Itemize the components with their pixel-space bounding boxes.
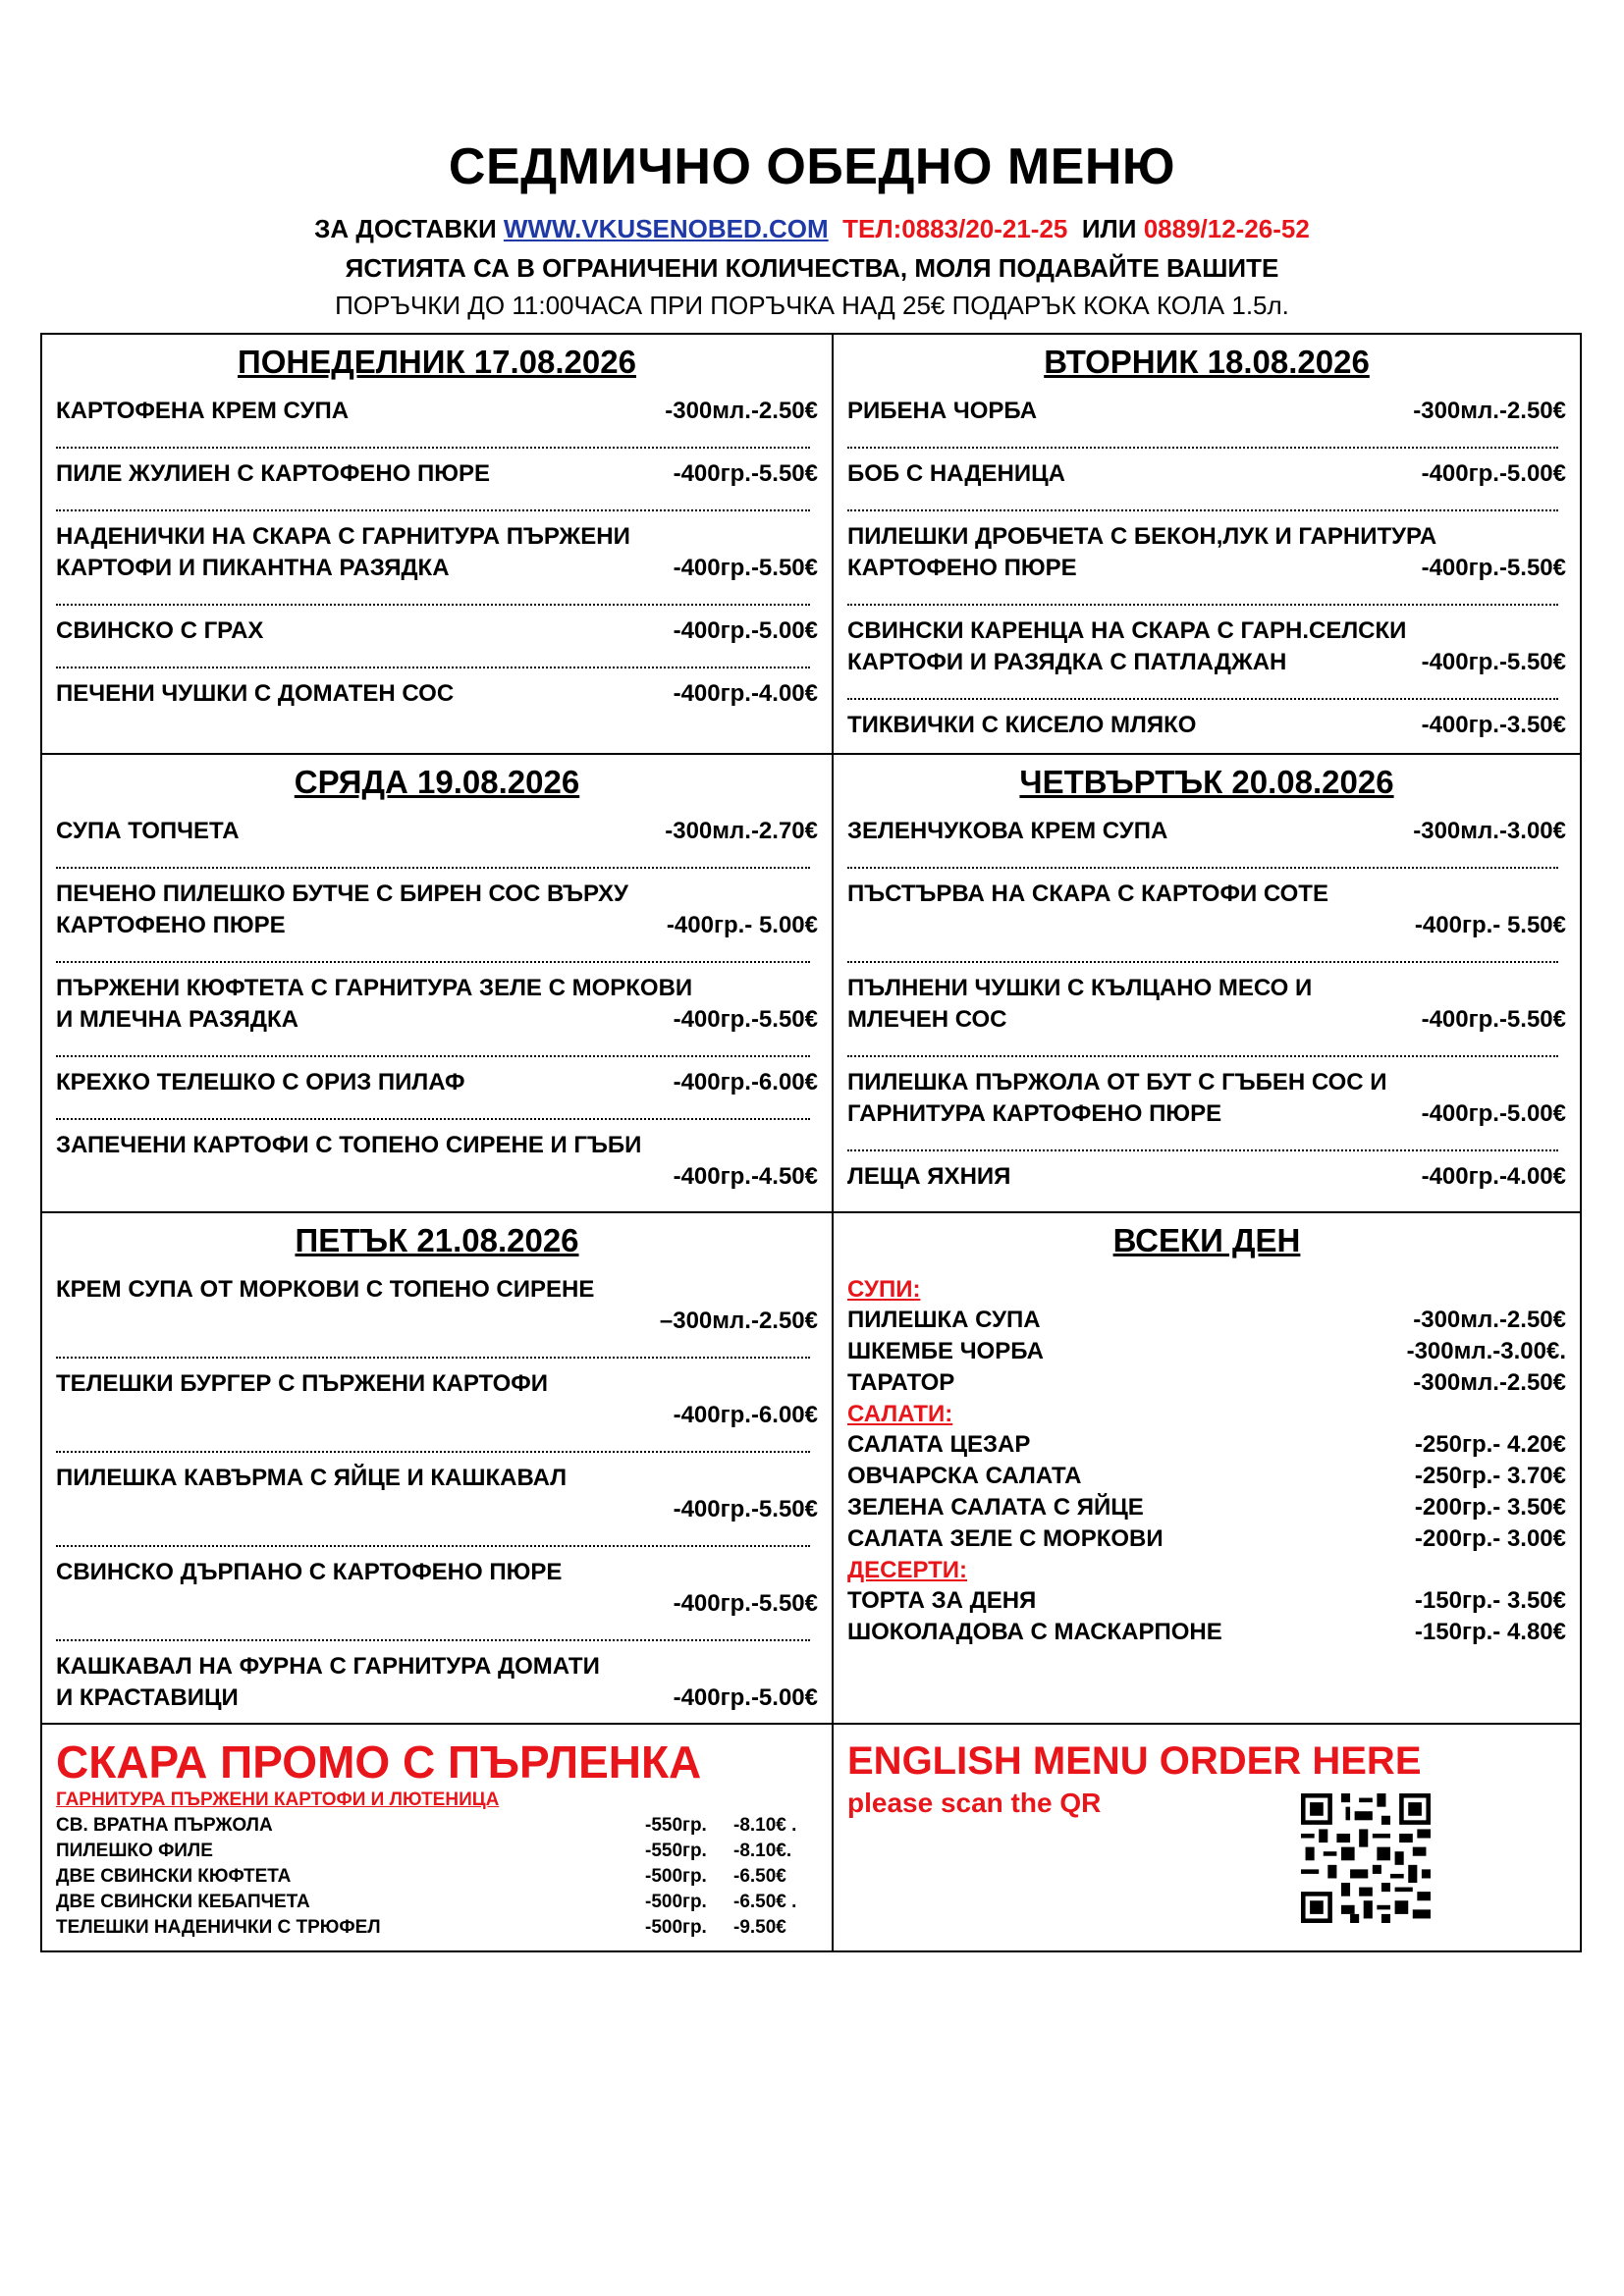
menu-item-price: -400гр.-4.50€ bbox=[673, 1163, 818, 1190]
menu-item-name: ГАРНИТУРА КАРТОФЕНО ПЮРЕ bbox=[847, 1100, 1222, 1127]
day-wednesday bbox=[42, 755, 832, 1195]
every-day-item bbox=[847, 1523, 1566, 1555]
menu-item-line bbox=[847, 1098, 1566, 1130]
menu-item bbox=[847, 396, 1566, 427]
every-day-item-name: ШОКОЛАДОВА С МАСКАРПОНЕ bbox=[847, 1619, 1222, 1645]
every-day-item bbox=[847, 1429, 1566, 1461]
menu-item-line bbox=[847, 1161, 1566, 1193]
menu-item-line bbox=[56, 1004, 818, 1036]
every-day-item-price: -250гр.- 4.20€ bbox=[1414, 1431, 1566, 1458]
menu-item-name: КАРТОФЕНА КРЕМ СУПА bbox=[56, 398, 350, 424]
menu-item-price: -400гр.- 5.00€ bbox=[666, 912, 818, 938]
every-day-item-name: ЗЕЛЕНА САЛАТА С ЯЙЦЕ bbox=[847, 1494, 1144, 1521]
every-day-item-name: САЛАТА ЗЕЛЕ С МОРКОВИ bbox=[847, 1525, 1164, 1552]
menu-item bbox=[56, 615, 818, 647]
menu-item-name: СУПА ТОПЧЕТА bbox=[56, 818, 240, 844]
menu-item-line bbox=[847, 816, 1566, 847]
english-menu-title: ENGLISH MENU ORDER HERE bbox=[847, 1739, 1422, 1783]
promo-title: СКАРА ПРОМО С ПЪРЛЕНКА bbox=[56, 1736, 702, 1788]
every-day-section bbox=[834, 1213, 1580, 1648]
menu-item-price: -300мл.-2.70€ bbox=[665, 818, 818, 844]
menu-item bbox=[847, 615, 1566, 678]
every-day-item-price: -200гр.- 3.50€ bbox=[1414, 1494, 1566, 1521]
menu-item-name: КАРТОФИ И РАЗЯДКА С ПАТЛАДЖАН bbox=[847, 649, 1287, 675]
promo-item-price: -8.10€ . bbox=[733, 1815, 797, 1836]
menu-item bbox=[847, 1067, 1566, 1130]
menu-item-line bbox=[56, 615, 818, 647]
menu-item bbox=[56, 1274, 818, 1337]
menu-item-line bbox=[847, 553, 1566, 584]
menu-item-name: ПЪСТЪРВА НА СКАРА С КАРТОФИ СОТЕ bbox=[847, 881, 1328, 907]
menu-item-price: -300мл.-3.00€ bbox=[1413, 818, 1566, 844]
menu-item-price: -400гр.-5.00€ bbox=[1421, 460, 1566, 487]
promo-item-weight: -500гр. bbox=[645, 1892, 707, 1912]
or-label: ИЛИ bbox=[1081, 214, 1137, 243]
day-items bbox=[56, 1274, 818, 1714]
menu-item-price: -300мл.-2.50€ bbox=[1413, 398, 1566, 424]
menu-item-line bbox=[847, 458, 1566, 490]
promo-item-weight: -500гр. bbox=[645, 1917, 707, 1938]
menu-item-name: РИБЕНА ЧОРБА bbox=[847, 398, 1038, 424]
menu-item-price: –300мл.-2.50€ bbox=[659, 1308, 818, 1334]
menu-item-name: ЗЕЛЕНЧУКОВА КРЕМ СУПА bbox=[847, 818, 1168, 844]
promo-item-weight: -550гр. bbox=[645, 1841, 707, 1861]
section-heading: СУПИ: bbox=[847, 1276, 921, 1303]
menu-item-name: ПИЛЕШКА ПЪРЖОЛА ОТ БУТ С ГЪБЕН СОС И bbox=[847, 1069, 1387, 1095]
dotted-separator bbox=[56, 1622, 810, 1641]
promo-item-price: -8.10€. bbox=[733, 1841, 792, 1861]
phone-1[interactable]: ТЕЛ:0883/20-21-25 bbox=[842, 214, 1068, 243]
menu-item bbox=[56, 678, 818, 710]
day-items bbox=[56, 396, 818, 710]
menu-item-price: -400гр.-3.50€ bbox=[1421, 712, 1566, 738]
every-day-item bbox=[847, 1305, 1566, 1336]
menu-item-price: -400гр.-5.50€ bbox=[673, 1590, 818, 1617]
phone-2[interactable]: 0889/12-26-52 bbox=[1143, 214, 1310, 243]
qr-code-icon[interactable] bbox=[1301, 1793, 1431, 1923]
every-day-item-name: ОВЧАРСКА САЛАТА bbox=[847, 1463, 1082, 1489]
day-title: СРЯДА 19.08.2026 bbox=[294, 764, 580, 800]
menu-item bbox=[847, 710, 1566, 741]
day-title: ПОНЕДЕЛНИК 17.08.2026 bbox=[238, 344, 636, 380]
every-day-item bbox=[847, 1585, 1566, 1617]
dotted-separator bbox=[847, 492, 1558, 511]
promo-item bbox=[56, 1813, 818, 1839]
promo-section bbox=[42, 1725, 832, 1941]
menu-item-price: -400гр.-5.50€ bbox=[673, 460, 818, 487]
menu-item-name: ПИЛЕ ЖУЛИЕН С КАРТОФЕНО ПЮРЕ bbox=[56, 460, 490, 487]
menu-item bbox=[56, 396, 818, 427]
page-title: СЕДМИЧНО ОБЕДНО МЕНЮ bbox=[448, 138, 1176, 195]
every-day-list bbox=[847, 1274, 1566, 1648]
menu-item-name: КРЕМ СУПА ОТ МОРКОВИ С ТОПЕНО СИРЕНЕ bbox=[56, 1276, 595, 1303]
dotted-separator bbox=[847, 943, 1558, 963]
promo-item-weight: -500гр. bbox=[645, 1866, 707, 1887]
menu-item-price: -400гр.-5.50€ bbox=[673, 1006, 818, 1033]
menu-item bbox=[847, 1161, 1566, 1193]
promo-item bbox=[56, 1890, 818, 1915]
english-menu-section bbox=[834, 1725, 1580, 1819]
promo-item bbox=[56, 1839, 818, 1864]
menu-item-price: -400гр.-5.00€ bbox=[1421, 1100, 1566, 1127]
day-items bbox=[847, 396, 1566, 741]
menu-item-name: КРЕХКО ТЕЛЕШКО С ОРИЗ ПИЛАФ bbox=[56, 1069, 465, 1095]
menu-item-line bbox=[56, 1682, 818, 1714]
menu-item-name: ТИКВИЧКИ С КИСЕЛО МЛЯКО bbox=[847, 712, 1197, 738]
dotted-separator bbox=[56, 1038, 810, 1057]
dotted-separator bbox=[56, 1100, 810, 1120]
menu-item-name: ПЪРЖЕНИ КЮФТЕТА С ГАРНИТУРА ЗЕЛЕ С МОРКОВИ bbox=[56, 975, 693, 1001]
every-day-item-price: -150гр.- 4.80€ bbox=[1414, 1619, 1566, 1645]
menu-item-price: -400гр.-6.00€ bbox=[673, 1402, 818, 1428]
menu-item bbox=[56, 1463, 818, 1525]
every-day-title: ВСЕКИ ДЕН bbox=[1112, 1222, 1301, 1258]
menu-item-name: КАРТОФЕНО ПЮРЕ bbox=[847, 555, 1077, 581]
promo-item-name: ДВЕ СВИНСКИ КЮФТЕТА bbox=[56, 1866, 292, 1887]
every-day-item bbox=[847, 1367, 1566, 1399]
promo-item bbox=[56, 1864, 818, 1890]
menu-item-name: ЛЕЩА ЯХНИЯ bbox=[847, 1163, 1011, 1190]
promo-item-weight: -550гр. bbox=[645, 1815, 707, 1836]
menu-item-name: СВИНСКИ КАРЕНЦА НА СКАРА С ГАРН.СЕЛСКИ bbox=[847, 617, 1407, 644]
menu-item-name: КАШКАВАЛ НА ФУРНА С ГАРНИТУРА ДОМАТИ bbox=[56, 1653, 600, 1680]
menu-item-line bbox=[56, 678, 818, 710]
delivery-label: ЗА ДОСТАВКИ bbox=[314, 214, 497, 243]
menu-item bbox=[56, 879, 818, 941]
menu-item bbox=[847, 973, 1566, 1036]
day-friday bbox=[42, 1213, 832, 1716]
dotted-separator bbox=[56, 429, 810, 449]
order-deadline-line: ПОРЪЧКИ ДО 11:00ЧАСА ПРИ ПОРЪЧКА НАД 25€ ПОДАРЪК КОКА КОЛА 1.5л. bbox=[335, 291, 1289, 320]
menu-item bbox=[56, 1067, 818, 1098]
menu-item-price: -300мл.-2.50€ bbox=[665, 398, 818, 424]
dotted-separator bbox=[56, 492, 810, 511]
menu-item-price: -400гр.-5.50€ bbox=[1421, 555, 1566, 581]
dotted-separator bbox=[56, 1527, 810, 1547]
menu-item bbox=[847, 521, 1566, 584]
menu-item bbox=[56, 1368, 818, 1431]
menu-item-name: КАРТОФИ И ПИКАНТНА РАЗЯДКА bbox=[56, 555, 450, 581]
day-tuesday bbox=[834, 335, 1580, 743]
every-day-item-name: ПИЛЕШКА СУПА bbox=[847, 1307, 1041, 1333]
menu-item bbox=[847, 816, 1566, 847]
promo-item-name: ТЕЛЕШКИ НАДЕНИЧКИ С ТРЮФЕЛ bbox=[56, 1917, 381, 1938]
every-day-item-price: -300мл.-3.00€. bbox=[1406, 1338, 1566, 1364]
promo-item-name: СВ. ВРАТНА ПЪРЖОЛА bbox=[56, 1815, 273, 1836]
promo-item-name: ДВЕ СВИНСКИ КЕБАПЧЕТА bbox=[56, 1892, 310, 1912]
every-day-item bbox=[847, 1617, 1566, 1648]
dotted-separator bbox=[56, 586, 810, 606]
menu-item bbox=[56, 816, 818, 847]
day-title: ЧЕТВЪРТЪК 20.08.2026 bbox=[1019, 764, 1394, 800]
menu-item-line bbox=[847, 647, 1566, 678]
promo-item bbox=[56, 1915, 818, 1941]
menu-item bbox=[56, 1130, 818, 1193]
day-monday bbox=[42, 335, 832, 712]
day-items bbox=[56, 816, 818, 1193]
menu-item-price: -400гр.-5.00€ bbox=[673, 617, 818, 644]
menu-item-name: СВИНСКО С ГРАХ bbox=[56, 617, 264, 644]
menu-item bbox=[56, 1557, 818, 1620]
day-items bbox=[847, 816, 1566, 1193]
every-day-item-price: -300мл.-2.50€ bbox=[1413, 1307, 1566, 1333]
section-heading: САЛАТИ: bbox=[847, 1401, 953, 1427]
promo-item-price: -9.50€ bbox=[733, 1917, 786, 1938]
menu-grid bbox=[40, 333, 1582, 1952]
menu-item-line bbox=[847, 1004, 1566, 1036]
every-day-item-price: -150гр.- 3.50€ bbox=[1414, 1587, 1566, 1614]
dotted-separator bbox=[847, 1038, 1558, 1057]
menu-item-name: ПЕЧЕНИ ЧУШКИ С ДОМАТЕН СОС bbox=[56, 680, 455, 707]
every-day-item-price: -300мл.-2.50€ bbox=[1413, 1369, 1566, 1396]
website-link[interactable]: WWW.VKUSENOBED.COM bbox=[503, 214, 829, 243]
menu-item-name: МЛЕЧЕН СОС bbox=[847, 1006, 1007, 1033]
notice-line: ЯСТИЯТА СА В ОГРАНИЧЕНИ КОЛИЧЕСТВА, МОЛЯ ПОДАВАЙТЕ ВАШИТЕ bbox=[345, 253, 1279, 283]
menu-item-line bbox=[56, 816, 818, 847]
menu-item bbox=[56, 973, 818, 1036]
every-day-item-price: -200гр.- 3.00€ bbox=[1414, 1525, 1566, 1552]
promo-item-name: ПИЛЕШКО ФИЛЕ bbox=[56, 1841, 213, 1861]
menu-item bbox=[56, 1651, 818, 1714]
menu-item-price: -400гр.-5.50€ bbox=[1421, 1006, 1566, 1033]
menu-item-name: СВИНСКО ДЪРПАНО С КАРТОФЕНО ПЮРЕ bbox=[56, 1559, 563, 1585]
menu-item-name: ЗАПЕЧЕНИ КАРТОФИ С ТОПЕНО СИРЕНЕ И ГЪБИ bbox=[56, 1132, 642, 1158]
menu-item-price: -400гр.-5.50€ bbox=[673, 555, 818, 581]
menu-item-line bbox=[56, 910, 818, 941]
every-day-item-name: ТАРАТОР bbox=[847, 1369, 955, 1396]
menu-item-name: И КРАСТАВИЦИ bbox=[56, 1684, 239, 1711]
menu-item-line bbox=[847, 710, 1566, 741]
day-title: ВТОРНИК 18.08.2026 bbox=[1044, 344, 1370, 380]
menu-item-price: -400гр.-6.00€ bbox=[673, 1069, 818, 1095]
every-day-item-price: -250гр.- 3.70€ bbox=[1414, 1463, 1566, 1489]
dotted-separator bbox=[56, 1339, 810, 1359]
section-heading: ДЕСЕРТИ: bbox=[847, 1557, 968, 1583]
menu-item-line bbox=[56, 553, 818, 584]
delivery-line bbox=[0, 214, 1624, 244]
menu-item-price: -400гр.- 5.50€ bbox=[1414, 912, 1566, 938]
promo-list bbox=[56, 1813, 818, 1941]
dotted-separator bbox=[56, 1433, 810, 1453]
menu-item-name: ПЪЛНЕНИ ЧУШКИ С КЪЛЦАНО МЕСО И bbox=[847, 975, 1313, 1001]
menu-item-name: КАРТОФЕНО ПЮРЕ bbox=[56, 912, 286, 938]
menu-item-price: -400гр.-4.00€ bbox=[1421, 1163, 1566, 1190]
every-day-item bbox=[847, 1336, 1566, 1367]
menu-item-name: ПИЛЕШКА КАВЪРМА С ЯЙЦЕ И КАШКАВАЛ bbox=[56, 1465, 568, 1491]
menu-item-name: ТЕЛЕШКИ БУРГЕР С ПЪРЖЕНИ КАРТОФИ bbox=[56, 1370, 548, 1397]
menu-item-name: ПЕЧЕНО ПИЛЕШКО БУТЧЕ С БИРЕН СОС ВЪРХУ bbox=[56, 881, 628, 907]
dotted-separator bbox=[56, 649, 810, 668]
menu-item-price: -400гр.-5.00€ bbox=[673, 1684, 818, 1711]
english-menu-subtitle: please scan the QR bbox=[847, 1788, 1102, 1818]
promo-item-price: -6.50€ bbox=[733, 1866, 786, 1887]
dotted-separator bbox=[56, 849, 810, 869]
every-day-item-name: ТОРТА ЗА ДЕНЯ bbox=[847, 1587, 1037, 1614]
menu-item-price: -400гр.-4.00€ bbox=[673, 680, 818, 707]
menu-item bbox=[847, 879, 1566, 941]
dotted-separator bbox=[847, 680, 1558, 700]
dotted-separator bbox=[56, 943, 810, 963]
promo-item-price: -6.50€ . bbox=[733, 1892, 797, 1912]
day-thursday bbox=[834, 755, 1580, 1195]
every-day-item bbox=[847, 1461, 1566, 1492]
menu-item-line bbox=[56, 396, 818, 427]
day-title: ПЕТЪК 21.08.2026 bbox=[295, 1222, 579, 1258]
dotted-separator bbox=[847, 849, 1558, 869]
every-day-item-name: САЛАТА ЦЕЗАР bbox=[847, 1431, 1031, 1458]
dotted-separator bbox=[847, 586, 1558, 606]
dotted-separator bbox=[847, 429, 1558, 449]
menu-item bbox=[56, 458, 818, 490]
menu-item-name: НАДЕНИЧКИ НА СКАРА С ГАРНИТУРА ПЪРЖЕНИ bbox=[56, 523, 630, 550]
menu-item bbox=[847, 458, 1566, 490]
menu-item bbox=[56, 521, 818, 584]
menu-item-line bbox=[56, 458, 818, 490]
dotted-separator bbox=[847, 1132, 1558, 1151]
every-day-item bbox=[847, 1492, 1566, 1523]
menu-item-price: -400гр.-5.50€ bbox=[1421, 649, 1566, 675]
promo-subtitle: ГАРНИТУРА ПЪРЖЕНИ КАРТОФИ И ЛЮТЕНИЦА bbox=[56, 1789, 500, 1810]
menu-item-name: И МЛЕЧНА РАЗЯДКА bbox=[56, 1006, 298, 1033]
every-day-item-name: ШКЕМБЕ ЧОРБА bbox=[847, 1338, 1044, 1364]
menu-item-name: ПИЛЕШКИ ДРОБЧЕТА С БЕКОН,ЛУК И ГАРНИТУРА bbox=[847, 523, 1437, 550]
menu-item-line bbox=[56, 1067, 818, 1098]
menu-item-name: БОБ С НАДЕНИЦА bbox=[847, 460, 1065, 487]
menu-item-price: -400гр.-5.50€ bbox=[673, 1496, 818, 1522]
menu-item-line bbox=[847, 396, 1566, 427]
